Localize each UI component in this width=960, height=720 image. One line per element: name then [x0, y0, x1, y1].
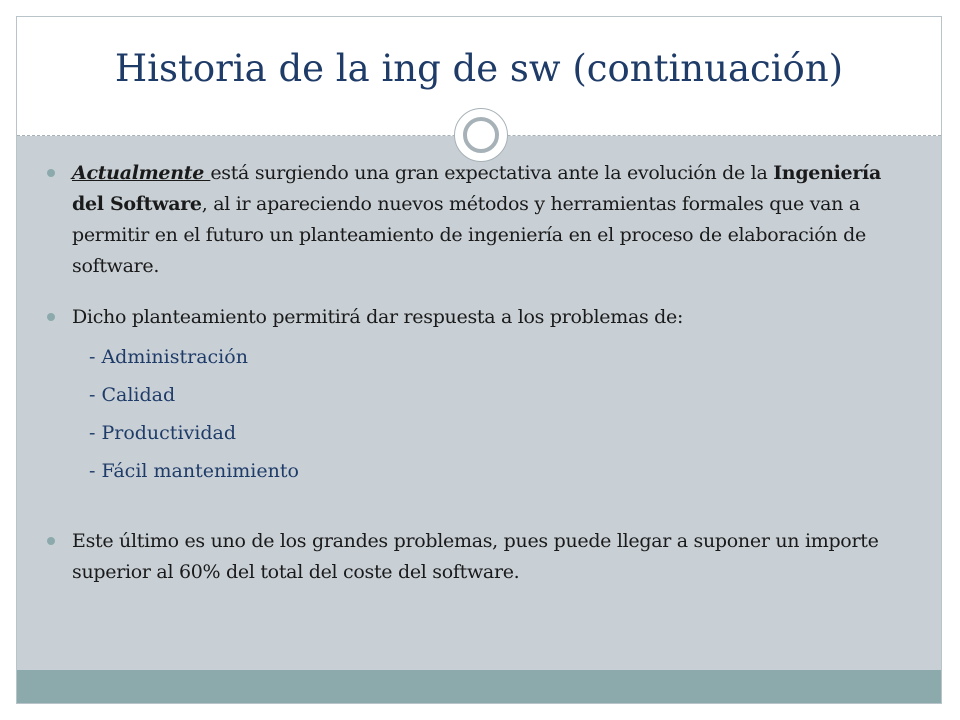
slide	[16, 16, 942, 704]
bullet-1-text-b: , al ir apareciendo nuevos métodos y herramientas formales que van a permitir en el futuro un planteamiento de ingeniería en el proceso de elaboración de software.	[72, 193, 866, 277]
bullet-dot-icon	[47, 311, 59, 323]
sub-item: - Calidad	[89, 384, 176, 406]
emphasis-word: Actualmente	[72, 162, 211, 184]
bullet-1-text-a: está surgiendo una gran expectativa ante la evolución de la	[210, 162, 774, 184]
slide-title: Historia de la ing de sw (continuación)	[114, 47, 844, 90]
bullet-1-bold-term: Ingeniería del Software	[72, 162, 881, 215]
sub-item: - Productividad	[89, 422, 236, 444]
bullet-dot-icon	[47, 535, 59, 547]
sub-item: - Fácil mantenimiento	[89, 460, 299, 482]
bullet-dot-icon	[47, 167, 59, 179]
bullet-paragraph-1	[72, 158, 902, 282]
bullet-paragraph-3: Este último es uno de los grandes problemas, pues puede llegar a suponer un importe superior al 60% del total del coste del software.	[72, 530, 879, 583]
circle-ornament-icon	[454, 108, 508, 162]
bullet-paragraph-2: Dicho planteamiento permitirá dar respuesta a los problemas de:	[72, 306, 684, 328]
sub-item: - Administración	[89, 346, 248, 368]
